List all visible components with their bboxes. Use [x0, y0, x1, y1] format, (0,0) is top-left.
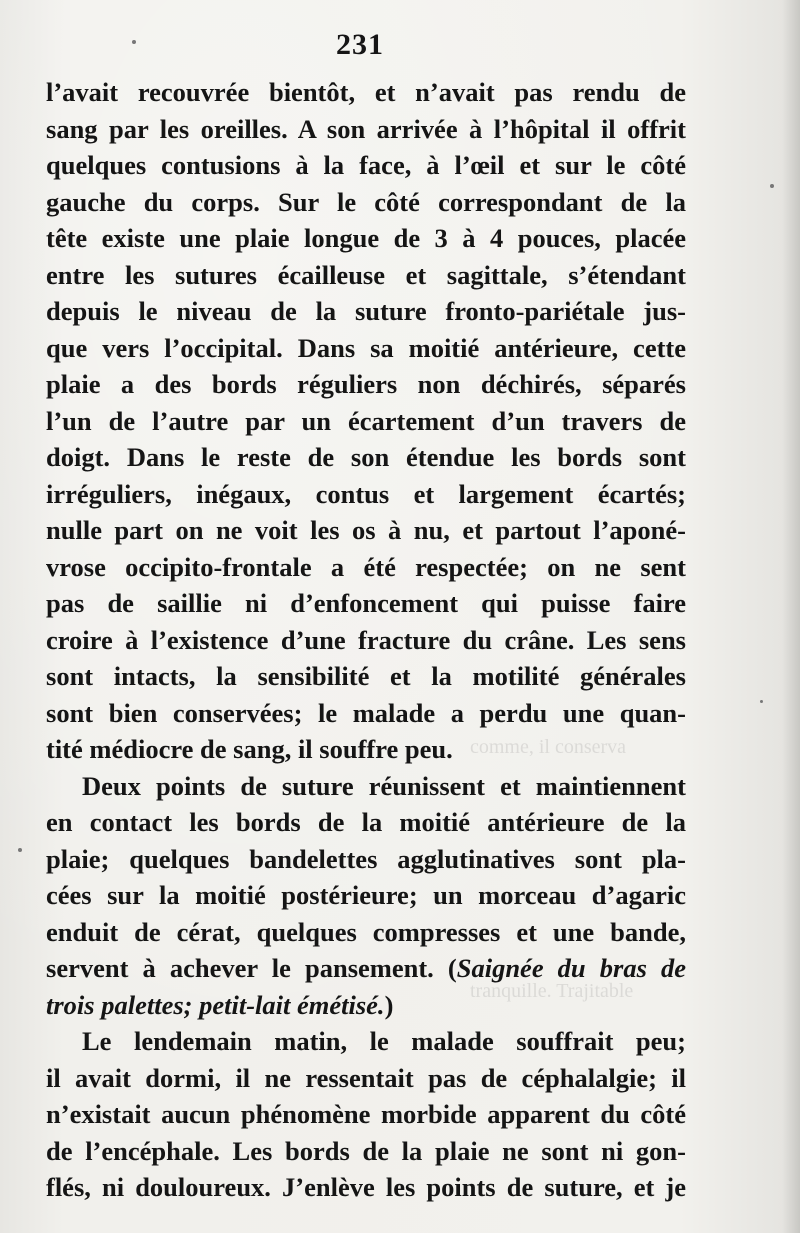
- text-line: depuis le niveau de la suture fronto-pariétale jus-: [46, 296, 686, 326]
- text-line: irréguliers, inégaux, contus et largement écartés;: [46, 478, 686, 509]
- print-speck: [18, 848, 22, 852]
- text-line: croire à l’existence d’une fracture du crâne. Les sens: [46, 624, 686, 655]
- text-line: l’un de l’autre par un écartement d’un travers de: [46, 405, 686, 436]
- text-line: gauche du corps. Sur le côté correspondant de la: [46, 186, 686, 217]
- text-line: sang par les oreilles. A son arrivée à l’hôpital il offrit: [46, 113, 686, 144]
- print-speck: [770, 184, 774, 188]
- text-line: de l’encéphale. Les bords de la plaie ne sont ni gon-: [46, 1135, 686, 1166]
- text-line: nulle part on ne voit les os à nu, et partout l’aponé-: [46, 515, 686, 545]
- text-line: que vers l’occipital. Dans sa moitié antérieure, cette: [46, 332, 686, 363]
- text-line: doigt. Dans le reste de son étendue les bords sont: [46, 442, 686, 472]
- text-line: tité médiocre de sang, il souffre peu.: [46, 734, 453, 764]
- italic-text-run: trois palettes; petit-lait émétisé.: [46, 989, 385, 1020]
- text-line: plaie a des bords réguliers non déchirés, séparés: [46, 369, 686, 399]
- text-line: n’existait aucun phénomène morbide apparent du côté: [46, 1099, 686, 1129]
- text-line: vrose occipito-frontale a été respectée; on ne sent: [46, 551, 686, 582]
- text-line: en contact les bords de la moitié antérieure de la: [46, 807, 686, 837]
- bleed-through-text: tranquille. Trajitable: [470, 980, 634, 1002]
- italic-text-run: Saignée du bras de: [456, 953, 686, 983]
- text-line: sont bien conservées; le malade a perdu une quan-: [46, 697, 686, 728]
- bleed-through-text: comme, il conserva: [470, 736, 627, 758]
- text-run: servent à achever le pansement. (: [46, 953, 457, 983]
- text-line: il avait dormi, il ne ressentait pas de céphalalgie; il: [46, 1062, 686, 1093]
- text-run: ): [384, 989, 394, 1020]
- text-line: sont intacts, la sensibilité et la motilité générales: [46, 661, 686, 691]
- text-line: quelques contusions à la face, à l’œil et sur le côté: [46, 150, 686, 180]
- text-line: l’avait recouvrée bientôt, et n’avait pas rendu de: [46, 77, 686, 107]
- text-line: flés, ni douloureux. J’enlève les points de suture, et je: [46, 1172, 686, 1202]
- page-edge-shadow: [782, 0, 800, 1233]
- print-speck: [760, 700, 763, 703]
- text-line: tête existe une plaie longue de 3 à 4 pouces, placée: [46, 223, 686, 253]
- text-line: plaie; quelques bandelettes agglutinatives sont pla-: [46, 843, 686, 874]
- body-text: [46, 74, 686, 1206]
- paragraph-first-line: Deux points de suture réunissent et maintiennent: [82, 770, 686, 801]
- text-line: enduit de cérat, quelques compresses et une bande,: [46, 916, 686, 947]
- page-number: 231: [336, 28, 384, 61]
- paragraph-first-line: Le lendemain matin, le malade souffrait peu;: [82, 1026, 686, 1056]
- text-line: pas de saillie ni d’enfoncement qui puisse faire: [46, 588, 686, 618]
- text-line: [46, 987, 686, 1024]
- text-line: cées sur la moitié postérieure; un morceau d’agaric: [46, 880, 686, 910]
- text-line: entre les sutures écailleuse et sagittale, s’étendant: [46, 259, 686, 290]
- text-line: [46, 950, 686, 987]
